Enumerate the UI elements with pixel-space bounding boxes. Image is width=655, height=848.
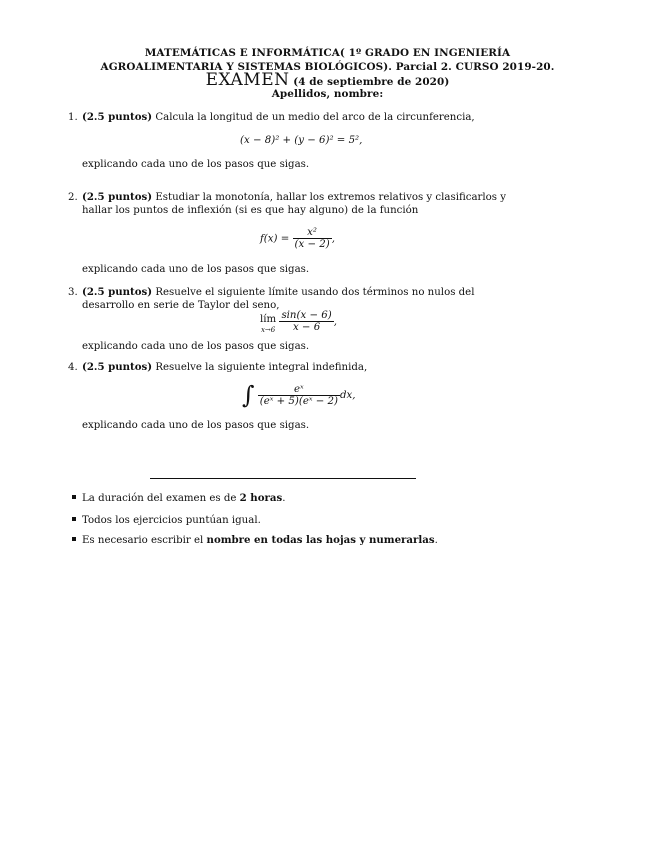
note-scoring [72, 514, 261, 526]
formula-limit [260, 310, 337, 333]
question-statement: Resuelve el siguiente límite usando dos términos no nulos del desarrollo en serie de Taylor del seno, [82, 287, 475, 312]
question-number: 4. [68, 362, 78, 373]
note-end: . [282, 493, 286, 504]
question-text [82, 191, 518, 218]
separator-rule [150, 478, 416, 479]
question-text [82, 361, 518, 374]
formula-denominator: (eˣ + 5)(eˣ − 2) [259, 395, 338, 407]
formula-denominator: x − 6 [292, 322, 321, 333]
formula-lhs: f(x) = [260, 233, 290, 245]
question-statement: Resuelve la siguiente integral indefinida, [155, 362, 368, 373]
exam-header [60, 46, 595, 101]
question-points: (2.5 puntos) [82, 191, 153, 203]
formula-circle: (x − 8)² + (y − 6)² = 5², [240, 135, 363, 146]
formula-fraction [279, 310, 333, 333]
note-duration [72, 492, 285, 504]
question-number: 1. [68, 112, 78, 123]
formula-end: , [333, 316, 337, 328]
formula-numerator: x² [293, 227, 332, 239]
question-points: (2.5 puntos) [82, 361, 153, 373]
formula-integral [242, 381, 355, 409]
note-end: . [434, 535, 438, 546]
formula-end: , [331, 233, 335, 245]
bullet-icon [72, 517, 76, 521]
header-line-1: MATEMÁTICAS E INFORMÁTICA( 1º GRADO EN INGENIERÍA [144, 47, 511, 59]
limit-operator [260, 314, 276, 334]
question-text [82, 286, 518, 313]
exam-date: (4 de septiembre de 2020) [293, 76, 450, 88]
formula-fraction [293, 227, 332, 250]
note-text: Es necesario escribir el [82, 535, 207, 546]
question-statement: Estudiar la monotonía, hallar los extremos relativos y clasificarlos y hallar los puntos de inflexión (si es que hay alguno) de la función [82, 192, 507, 217]
question-number: 2. [68, 192, 78, 203]
note-name-pages [72, 534, 438, 546]
question-points: (2.5 puntos) [82, 286, 153, 298]
question-text [82, 111, 518, 124]
question-2-tail: explicando cada uno de los pasos que sigas. [82, 264, 310, 275]
question-3-tail: explicando cada uno de los pasos que sigas. [82, 341, 310, 352]
question-1-tail: explicando cada uno de los pasos que sigas. [82, 159, 310, 170]
formula-numerator: sin(x − 6) [281, 310, 332, 321]
formula-fraction [258, 384, 340, 407]
note-text: Todos los ejercicios puntúan igual. [82, 515, 261, 526]
bullet-icon [72, 495, 76, 499]
note-text: La duración del examen es de [82, 493, 240, 504]
name-field-label: Apellidos, nombre: [271, 88, 384, 100]
formula-function [260, 227, 335, 250]
formula-end: dx, [339, 390, 356, 401]
bullet-icon [72, 537, 76, 541]
integral-sign: ∫ [242, 381, 255, 409]
exam-title: EXAMEN [205, 70, 290, 90]
note-bold: nombre en todas las hojas y numerarlas [206, 534, 435, 546]
limit-subscript: x→6 [260, 325, 276, 334]
question-number: 3. [68, 287, 78, 298]
formula-numerator: eˣ [258, 384, 340, 396]
question-statement: Calcula la longitud de un medio del arco de la circunferencia, [155, 112, 475, 123]
note-bold: 2 horas [239, 492, 283, 504]
question-4-tail: explicando cada uno de los pasos que sigas. [82, 420, 310, 431]
question-points: (2.5 puntos) [82, 111, 153, 123]
header-line-2: AGROALIMENTARIA Y SISTEMAS BIOLÓGICOS). Parcial 2. CURSO 2019-20. [100, 61, 555, 73]
limit-label: lím [260, 313, 277, 325]
formula-denominator: (x − 2) [294, 239, 330, 250]
